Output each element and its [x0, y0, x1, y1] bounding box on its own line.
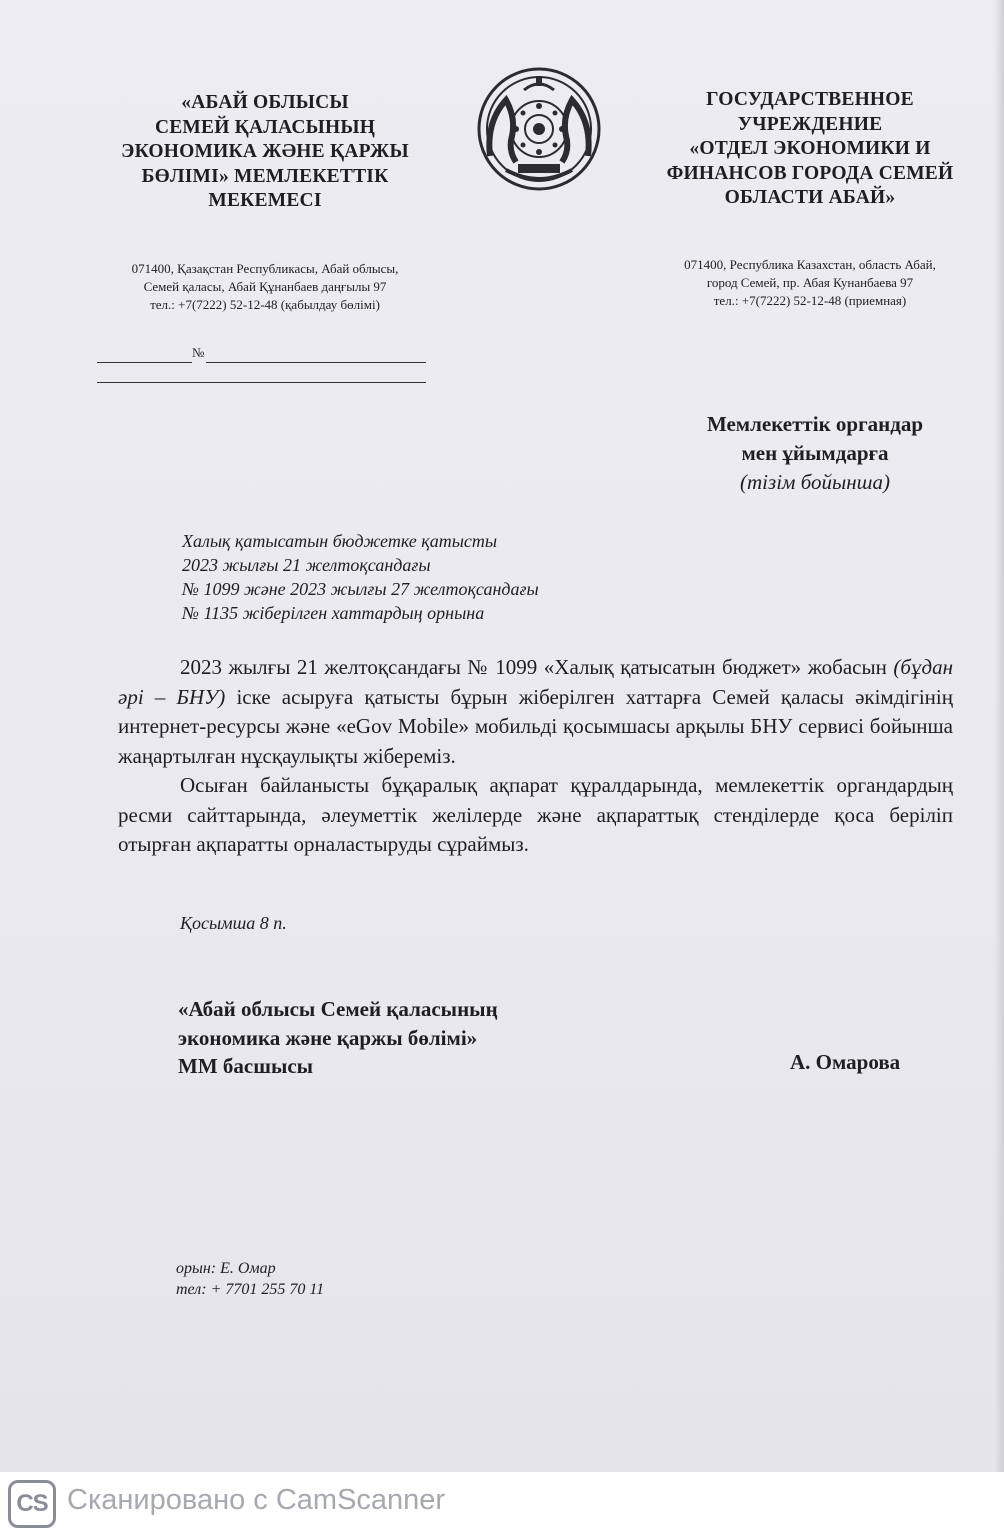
body-text: іске асыруға қатысты бұрын жіберілген хаттарға Семей қаласы әкімдігінің интернет-ресурсы және «eGov Mobile» мобильді қосымшасы арқылы БНУ сервисі бойынша жаңартылған нұсқаулықты жібереміз. — [118, 684, 953, 768]
signer-line: экономика және қаржы бөлімі» — [178, 1025, 478, 1050]
recipient-line: мен ұйымдарға — [741, 441, 889, 465]
letter-subject — [182, 529, 539, 625]
header-kz-line: СЕМЕЙ ҚАЛАСЫНЫҢ — [154, 116, 376, 138]
camscanner-text: Сканировано с CamScanner — [67, 1484, 446, 1516]
header-ru-line: ГОСУДАРСТВЕННОЕ — [706, 89, 914, 110]
header-kz-line: ЭКОНОМИКА ЖӘНЕ ҚАРЖЫ — [121, 141, 409, 162]
address-ru-line: город Семей, пр. Абая Кунанбаева 97 — [706, 275, 914, 290]
address-ru-line: 071400, Республика Казахстан, область Абай, — [684, 257, 936, 272]
signer-line: «Абай облысы Семей қаласының — [178, 997, 498, 1021]
executor-phone: тел: + 7701 255 70 11 — [176, 1281, 325, 1298]
header-kz-line: «АБАЙ ОБЛЫСЫ — [181, 92, 349, 113]
state-emblem-icon — [476, 66, 602, 192]
header-ru-line: УЧРЕЖДЕНИЕ — [737, 113, 883, 135]
executor-info — [176, 1258, 324, 1300]
body-paragraph-1 — [118, 653, 953, 771]
header-kz-line: БӨЛІМІ» МЕМЛЕКЕТТІК — [141, 165, 389, 187]
camscanner-logo-icon: CS — [8, 1480, 56, 1528]
registration-number-line — [206, 362, 426, 363]
registration-number-sign: № — [192, 345, 205, 360]
recipient-note: (тізім бойынша) — [740, 470, 890, 494]
body-abbreviation-note: (бұдан әрі – БНУ) — [118, 655, 953, 709]
address-kazakh — [95, 260, 435, 314]
subject-line: Халық қатысатын бюджетке қатысты — [182, 531, 498, 551]
body-paragraph-2: Осыған байланысты бұқаралық ақпарат құралдарында, мемлекеттік органдардың ресми сайттарында, әлеуметтік желілерде және ақпараттық стенділерде қоса беріліп отырған ақпаратты орналастыруды сұраймыз. — [118, 773, 953, 856]
header-ru-line: ФИНАНСОВ ГОРОДА СЕМЕЙ — [666, 162, 954, 184]
subject-line: № 1135 жіберілген хаттардың орнына — [182, 603, 485, 623]
body-text: 2023 жылғы 21 желтоқсандағы № 1099 «Халық қатысатын бюджет» жобасын — [180, 655, 887, 679]
recipient-block — [670, 410, 960, 497]
address-kz-line: 071400, Қазақстан Республикасы, Абай облысы, — [131, 261, 399, 276]
signer-line: ММ басшысы — [178, 1054, 314, 1078]
address-russian — [630, 256, 990, 310]
executor-name: орын: Е. Омар — [176, 1260, 276, 1277]
header-kazakh — [100, 91, 430, 214]
registration-date-line — [97, 362, 192, 363]
camscanner-watermark — [0, 1472, 1004, 1539]
signer-name: А. Омарова — [790, 1050, 901, 1074]
address-ru-line: тел.: +7(7222) 52-12-48 (приемная) — [713, 293, 907, 308]
attachment-note: Қосымша 8 п. — [180, 913, 287, 933]
letter-body — [118, 653, 953, 860]
recipient-line: Мемлекеттік органдар — [706, 412, 924, 436]
header-russian — [645, 88, 975, 211]
signer-title — [178, 995, 498, 1081]
subject-line: 2023 жылғы 21 желтоқсандағы — [182, 555, 431, 575]
address-kz-line: Семей қаласы, Абай Құнанбаев даңғылы 97 — [143, 279, 387, 294]
header-ru-line: ОБЛАСТИ АБАЙ» — [724, 187, 896, 208]
subject-line: № 1099 және 2023 жылғы 27 желтоқсандағы — [182, 579, 539, 599]
header-kz-line: МЕКЕМЕСІ — [208, 190, 322, 211]
address-kz-line: тел.: +7(7222) 52-12-48 (қабылдау бөлімі) — [150, 297, 380, 312]
registration-second-line — [97, 382, 426, 383]
page-edge-shadow — [994, 0, 1004, 1472]
header-ru-line: «ОТДЕЛ ЭКОНОМИКИ И — [689, 138, 931, 159]
